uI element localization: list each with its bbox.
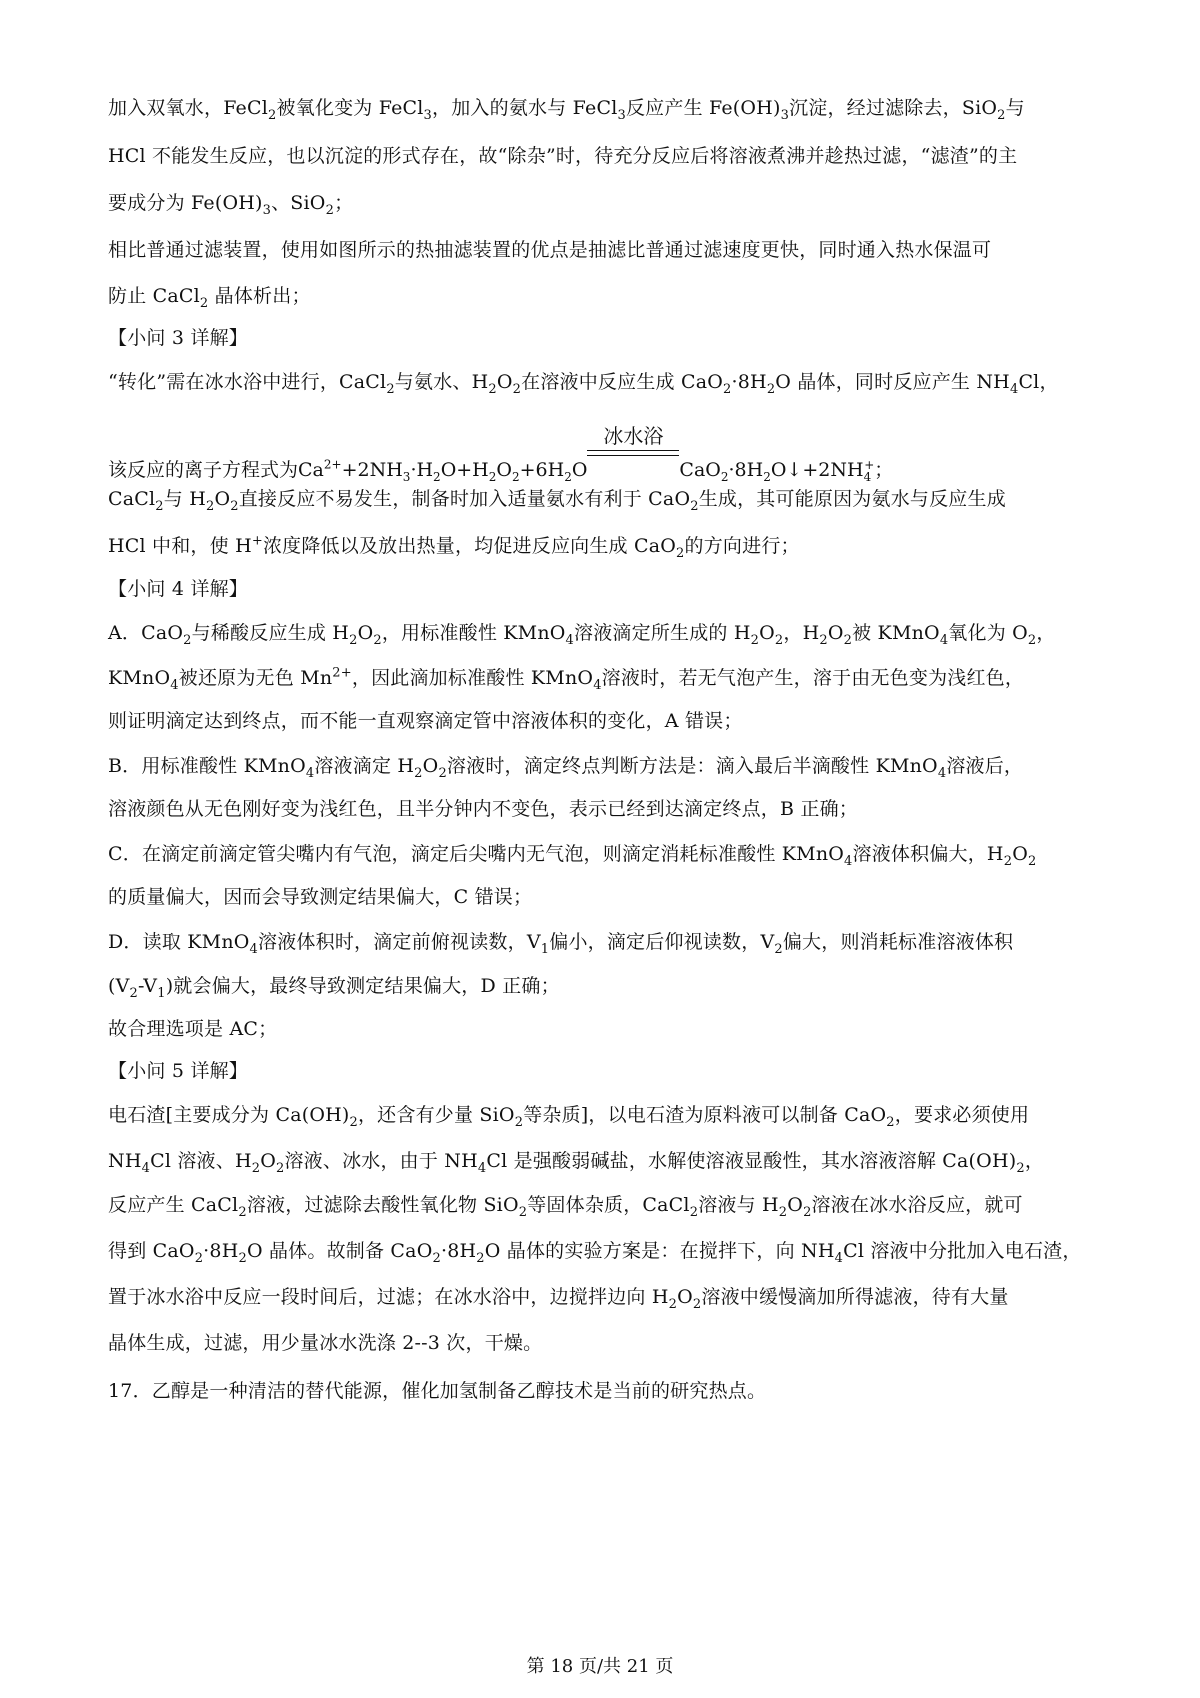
section-heading: 【小问 3 详解】 [108,327,248,349]
text-line: HCl 中和，使 H+浓度降低以及放出热量，均促进反应向生成 CaO$_2$的方向进行； [108,533,800,561]
text-line: 故合理选项是 AC； [108,1018,278,1040]
section-heading: 【小问 5 详解】 [108,1060,248,1082]
text-line: 得到 $CaO_2\cdot 8H_2O$ 晶体。故制备 $CaO_2\cdot 8H_2O$ 晶体的实验方案是：在搅拌下，向 $NH_4Cl$ 溶液中分批加入电石渣， [108,1240,1082,1266]
section-heading: 【小问 4 详解】 [108,578,248,600]
text-line: 溶液颜色从无色刚好变为浅红色，且半分钟内不变色，表示已经到达滴定终点，B 正确； [108,798,859,820]
ionic-equation: 该反应的离子方程式为$Ca^{2+}+2NH_3\cdot H_2O+H_2O_2+6H_2O$ 冰水浴 $CaO_2\cdot 8H_2O↓+2NH_4^+$； [108,424,894,484]
text-line: 则证明滴定达到终点，而不能一直观察滴定管中溶液体积的变化，A 错误； [108,710,743,732]
text-line: 防止 CaCl$_2$ 晶体析出； [108,285,311,311]
text-line: A．CaO$_2$与稀酸反应生成 $H_2O_2$，用标准酸性 KMnO$_4$溶液滴定所生成的 $H_2O_2$，$H_2O_2$被 KMnO$_4$氧化为 $O_2$， [108,622,1056,648]
page-footer: 第 18 页/共 21 页 [526,1656,674,1677]
double-line-sign [587,450,679,456]
text-line: B．用标准酸性 KMnO$_4$溶液滴定 $H_2O_2$溶液时，滴定终点判断方法是：滴入最后半滴酸性 KMnO$_4$溶液后， [108,755,1024,781]
text-line: 反应产生 CaCl$_2$溶液，过滤除去酸性氧化物 SiO$_2$等固体杂质，CaCl$_2$溶液与 $H_2O_2$溶液在冰水浴反应，就可 [108,1194,1023,1220]
question-stem: 17．乙醇是一种清洁的替代能源，催化加氢制备乙醇技术是当前的研究热点。 [108,1380,767,1402]
text-line: 的质量偏大，因而会导致测定结果偏大，C 错误； [108,886,533,908]
text-line: 加入双氧水，FeCl$_2$被氧化变为 FeCl$_3$，加入的氨水与 FeCl$_3$反应产生 $Fe(OH)_3$沉淀，经过滤除去，SiO$_2$与 [108,97,1025,123]
text-line: 晶体生成，过滤，用少量冰水洗涤 2--3 次，干燥。 [108,1332,543,1354]
text-line: 电石渣[主要成分为 $Ca(OH)_2$，还含有少量 SiO$_2$等杂质]，以电石渣为原料液可以制备 CaO$_2$，要求必须使用 [108,1104,1030,1130]
text-line: CaCl$_2$与 $H_2O_2$直接反应不易发生，制备时加入适量氨水有利于 CaO$_2$生成，其可能原因为氨水与反应生成 [108,488,1006,514]
text-line: HCl 不能发生反应，也以沉淀的形式存在，故“除杂”时，待充分反应后将溶液煮沸并趁热过滤，“滤渣”的主 [108,145,1018,167]
text-line: “转化”需在冰水浴中进行，CaCl$_2$与氨水、$H_2O_2$在溶液中反应生成 $CaO_2\cdot 8H_2O$ 晶体，同时反应产生 $NH_4Cl$， [108,371,1059,397]
text-line: 要成分为 $Fe(OH)_3$、SiO$_2$； [108,192,354,218]
text-line: C．在滴定前滴定管尖嘴内有气泡，滴定后尖嘴内无气泡，则滴定消耗标准酸性 KMnO$_4$溶液体积偏大，$H_2O_2$ [108,843,1037,869]
text-line: 相比普通过滤装置，使用如图所示的热抽滤装置的优点是抽滤比普通过滤速度更快，同时通入热水保温可 [108,239,992,261]
text-line: $(V_2-V_1)$就会偏大，最终导致测定结果偏大，D 正确； [108,975,560,1001]
text-line: 置于冰水浴中反应一段时间后，过滤；在冰水浴中，边搅拌边向 $H_2O_2$溶液中缓慢滴加所得滤液，待有大量 [108,1286,1009,1312]
text-line: KMnO$_4$被还原为无色 $Mn^{2+}$，因此滴加标准酸性 KMnO$_4$溶液时，若无气泡产生，溶于由无色变为浅红色， [108,665,1025,693]
reaction-condition: 冰水浴 [587,456,679,476]
text-line: $NH_4Cl$ 溶液、$H_2O_2$溶液、冰水，由于 $NH_4Cl$ 是强酸弱碱盐，水解使溶液显酸性，其水溶液溶解 $Ca(OH)_2$， [108,1150,1045,1176]
text-line: D．读取 KMnO$_4$溶液体积时，滴定前俯视读数，$V_1$偏小，滴定后仰视读数，$V_2$偏大，则消耗标准溶液体积 [108,931,1014,957]
